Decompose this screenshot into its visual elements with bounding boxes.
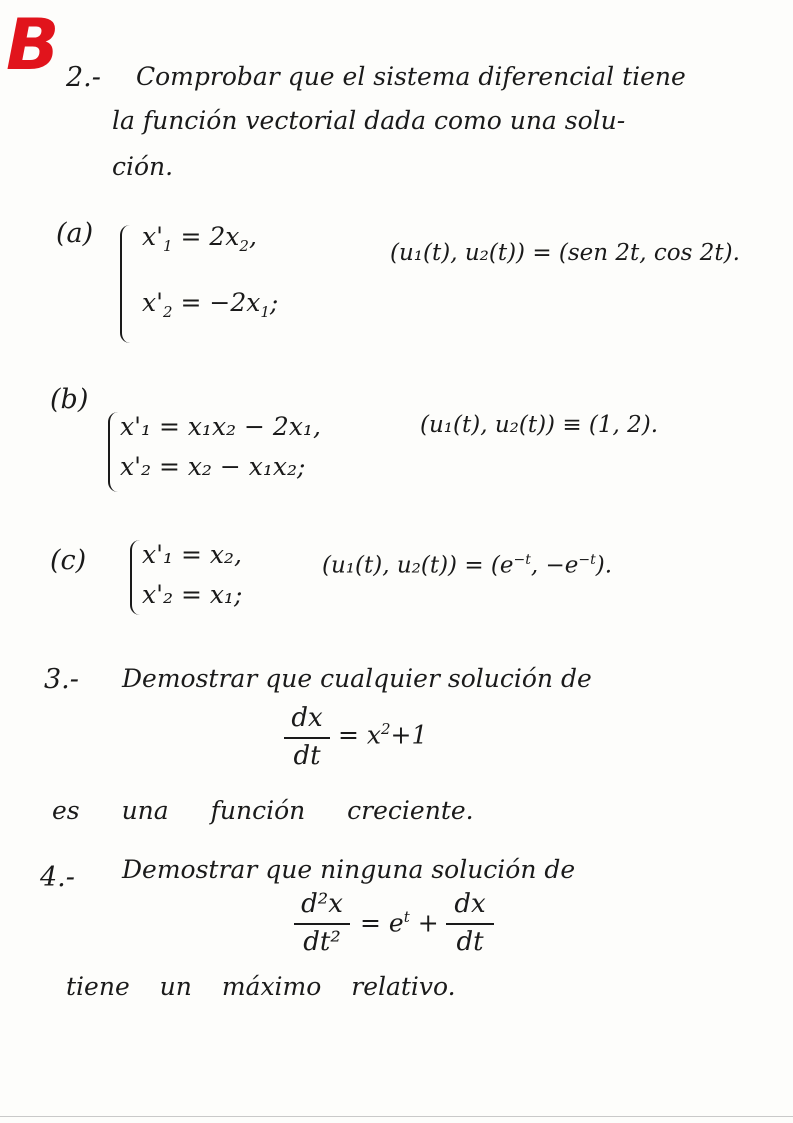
page-bottom-edge [0,1116,793,1117]
item-c-equation-2: x'₂ = x₁; [142,580,243,609]
section-letter: B [6,4,60,86]
problem-3-fraction-denominator: dt [293,740,321,771]
item-a-solution: (u₁(t), u₂(t)) = (sen 2t, cos 2t). [390,240,740,266]
problem-4-fraction-2-numerator: dx [454,889,486,919]
item-b-label: (b) [50,384,89,415]
problem-4-line-2: tiene un máximo relativo. [66,972,456,1001]
item-a-equation-1: $x'_1 = 2x_2$, [142,222,257,255]
item-a-equation-2: $x'_2 = -2x_1$; [142,288,279,321]
problem-4-number: 4.- [40,862,75,893]
problem-4-fraction-2-denominator: dt [456,926,484,957]
problem-4-second-derivative-fraction [294,890,350,958]
problem-2-line-2: la función vectorial dada como una solu- [112,106,626,135]
problem-4-fraction-1-denominator: dt² [303,926,341,957]
item-c-equation-1: x'₁ = x₂, [142,540,242,569]
item-b-equation-1: x'₁ = x₁x₂ − 2x₁, [120,412,321,441]
item-b-brace [108,412,120,492]
item-a-brace [120,225,134,343]
problem-3-derivative-fraction [284,704,330,772]
problem-3-fraction-numerator: dx [291,703,323,733]
problem-4-derivative-fraction [446,890,494,958]
problem-4-middle: = $e^t$ + [360,908,439,938]
problem-3-line-1: Demostrar que cualquier solución de [122,664,592,693]
item-c-label: (c) [50,545,87,576]
problem-4-fraction-1-numerator: d²x [301,889,343,919]
problem-2-line-3: ción. [112,152,174,181]
item-b-equation-2: x'₂ = x₂ − x₁x₂; [120,452,306,481]
item-c-solution: (u₁(t), $u_2(t)) = (e^{-t}$, $-e^{-t}$). [322,552,613,579]
problem-4-line-1: Demostrar que ninguna solución de [122,855,576,884]
item-b-solution: (u₁(t), u₂(t)) ≡ (1, 2). [420,412,659,438]
problem-3-number: 3.- [44,664,79,695]
problem-3-rhs: = $x^2+1$ [338,720,428,750]
problem-3-line-2: es una función creciente. [52,796,474,825]
item-c-brace [130,540,142,615]
item-a-label: (a) [56,218,94,249]
problem-2-line-1: Comprobar que el sistema diferencial tiene [136,62,686,91]
problem-2-number: 2.- [66,62,101,93]
